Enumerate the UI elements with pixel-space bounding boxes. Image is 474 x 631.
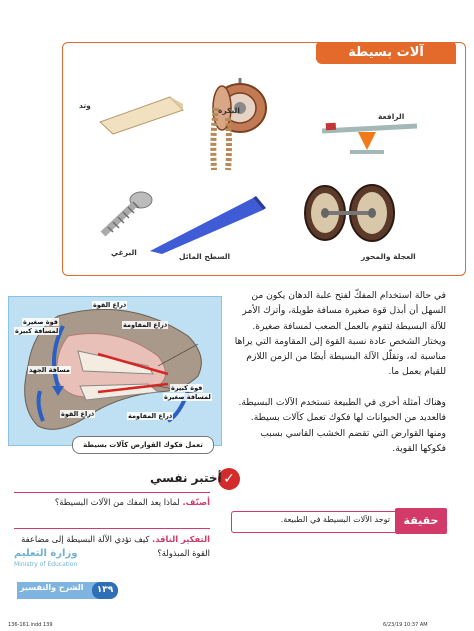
selftest-q1-term: أصنّف. <box>182 497 210 507</box>
beaver-label-resistance-arm-bottom: ذراع المقاومة <box>128 412 173 420</box>
lever-illustration <box>320 118 420 158</box>
selftest-divider-2 <box>14 528 210 529</box>
simple-machines-title: آلات بسيطة <box>316 42 456 64</box>
check-icon: ✓ <box>218 468 240 490</box>
lever-label: الرافعة <box>378 112 405 121</box>
body-paragraph-1: في حالة استخدام المفكّ لفتح علبة الدهان يكون من السهل أن أبذل قوة صغيرة مسافة طويلة، وأترك الأمر للآلة البسيطة لتقوم بالعمل الصعب لمسافة صغيرة. ويختار الشخص عادة نسبة القوة إلى المقاومة التي يراها مناسبة له، وتقلّل الآلة البسيطة أيضًا من الزمن اللازم للقيام بعمل ما. <box>234 290 446 378</box>
beaver-label-small-distance: لمسافة صغيرة <box>164 393 211 401</box>
print-slug-date: 6/23/19 10:37 AM <box>383 622 428 628</box>
section-label: الشرح والتفسير <box>20 583 84 592</box>
wheel-axle-illustration <box>300 180 410 245</box>
selftest-q1-text: لماذا يعد المفك من الآلات البسيطة؟ <box>54 497 183 507</box>
hint-tag: حقيقة <box>395 508 447 534</box>
body-paragraph-2: وهناك أمثلة أخرى في الطبيعة تستخدم الآلات البسيطة. فالعديد من الحيوانات لها فكوك تعمل كآلات بسيطة. ومنها القوارض التي تقضم الخشب القاسي بسبب فكوكها القوية. <box>238 397 446 454</box>
ministry-watermark-en: Ministry of Education <box>14 561 78 568</box>
beaver-caption: تعمل فكوك القوارض كآلات بسيطة <box>72 436 214 454</box>
beaver-label-large-force: قوة كبيرة <box>171 384 203 392</box>
print-slug-file: 136-161.indd 139 <box>8 622 53 628</box>
page-number: ١٣٩ <box>92 582 118 599</box>
inclined-plane-illustration <box>148 196 273 256</box>
pulley-illustration <box>200 78 280 173</box>
wheel-axle-label: العجلة والمحور <box>361 252 416 261</box>
selftest-q2-term: التفكير الناقد. <box>152 534 210 544</box>
beaver-label-small-force: قوة صغيرة <box>23 318 58 326</box>
selftest-divider-1 <box>14 492 210 493</box>
beaver-label-force-distance: مسافة الجهد <box>29 366 70 374</box>
pulley-label: البكرة <box>218 106 240 115</box>
selftest-q2-text: كيف تؤدي الآلة البسيطة إلى مضاعفة القوة المبذولة؟ <box>21 534 210 558</box>
screw-illustration <box>95 190 155 240</box>
beaver-label-force-arm-bottom: ذراع القوة <box>61 410 95 418</box>
selftest-question-1 <box>14 495 210 509</box>
wedge-illustration <box>95 92 185 137</box>
wedge-label: وتد <box>79 101 91 110</box>
ministry-watermark-ar: وزارة التعليم <box>14 548 78 559</box>
beaver-label-force-arm-top: ذراع القوة <box>93 301 127 309</box>
beaver-label-large-distance: لمسافة كبيرة <box>15 327 59 335</box>
selftest-title: أختبر نفسي <box>150 471 222 485</box>
inclined-plane-label: السطح المائل <box>179 252 231 261</box>
hint-text: توجد الآلات البسيطة في الطبيعة. <box>280 515 390 524</box>
beaver-label-resistance-arm: ذراع المقاومة <box>123 321 168 329</box>
screw-label: البرغي <box>111 248 137 257</box>
